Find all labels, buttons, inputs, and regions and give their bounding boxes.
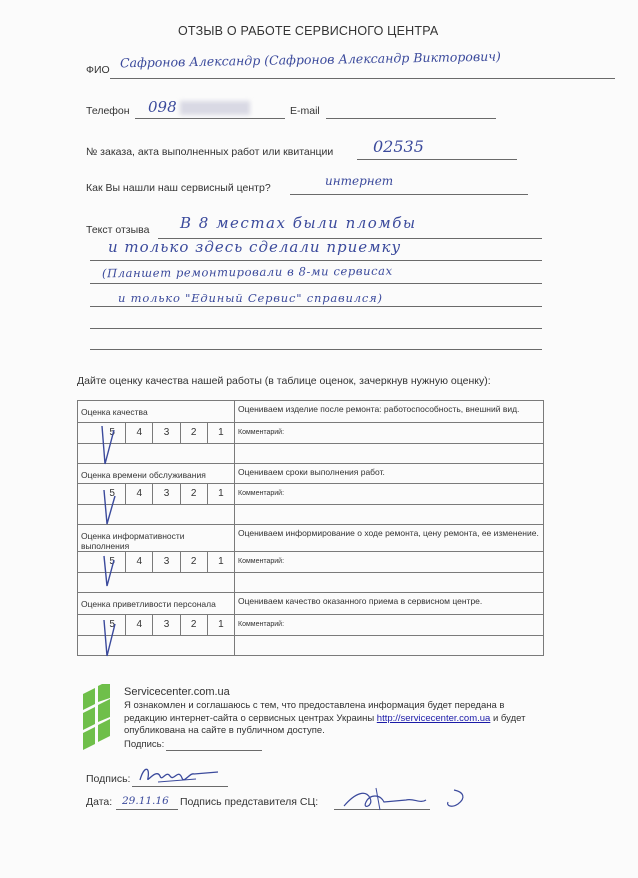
email-line bbox=[326, 118, 496, 119]
comment-field[interactable] bbox=[235, 444, 544, 464]
phone-line bbox=[135, 118, 285, 119]
rating-criterion-description: Оцениваем информирование о ходе ремонта, цену ремонта, ее изменение. bbox=[235, 525, 544, 552]
date-label: Дата: bbox=[86, 796, 113, 808]
order-label: № заказа, акта выполненных работ или квитанции bbox=[86, 146, 334, 158]
consent-text bbox=[124, 700, 534, 738]
found-label: Как Вы нашли наш сервисный центр? bbox=[86, 182, 271, 194]
form-title: ОТЗЫВ О РАБОТЕ СЕРВИСНОГО ЦЕНТРА bbox=[178, 24, 439, 38]
score-2[interactable]: 2 bbox=[181, 423, 208, 443]
comment-field[interactable] bbox=[235, 573, 544, 593]
rating-criterion: Оценка приветливости персонала bbox=[78, 593, 235, 615]
review-text-1: В 8 местах были пломбы bbox=[180, 214, 417, 232]
fio-line bbox=[110, 78, 615, 79]
score-4[interactable]: 4 bbox=[126, 484, 153, 504]
score-3[interactable]: 3 bbox=[153, 423, 180, 443]
score-2[interactable]: 2 bbox=[181, 552, 208, 572]
rating-row-scores bbox=[78, 484, 544, 505]
review-line-5 bbox=[90, 328, 542, 329]
rating-row-scores bbox=[78, 615, 544, 636]
rating-criterion-description: Оцениваем качество оказанного приема в сервисном центре. bbox=[235, 593, 544, 615]
comment-label: Комментарий: bbox=[235, 615, 544, 636]
review-line-3 bbox=[90, 283, 542, 284]
rating-row-scores bbox=[78, 423, 544, 444]
rating-row-blank bbox=[78, 636, 544, 656]
fio-value: Сафронов Александр (Сафронов Александр Викторович) bbox=[119, 48, 501, 71]
rating-criterion: Оценка информативности выполнения bbox=[78, 525, 235, 552]
rating-table bbox=[77, 400, 544, 656]
score-3[interactable]: 3 bbox=[153, 484, 180, 504]
score-1[interactable]: 1 bbox=[218, 556, 224, 567]
servicecenter-logo-icon bbox=[79, 684, 115, 754]
review-label: Текст отзыва bbox=[86, 224, 150, 236]
score-2[interactable]: 2 bbox=[181, 615, 208, 635]
rating-instruction: Дайте оценку качества нашей работы (в таблице оценок, зачеркнув нужную оценку): bbox=[77, 375, 491, 387]
review-text-2: и только здесь сделали приемку bbox=[108, 238, 402, 256]
score-4[interactable]: 4 bbox=[126, 615, 153, 635]
email-label: E-mail bbox=[290, 105, 320, 117]
consent-signature-line bbox=[166, 750, 262, 751]
score-1[interactable]: 1 bbox=[218, 619, 224, 630]
score-4[interactable]: 4 bbox=[126, 552, 153, 572]
rating-criterion-description: Оцениваем изделие после ремонта: работоспособность, внешний вид. bbox=[235, 401, 544, 423]
date-value: 29.11.16 bbox=[122, 795, 169, 807]
score-2[interactable]: 2 bbox=[181, 484, 208, 504]
comment-field[interactable] bbox=[235, 505, 544, 525]
review-text-3: (Планшет ремонтировали в 8-ми сервисах bbox=[101, 263, 393, 281]
consent-link[interactable]: http://servicecenter.com.ua bbox=[376, 712, 491, 724]
rating-row-blank bbox=[78, 505, 544, 525]
review-text-4: и только "Единый Сервис" справился) bbox=[118, 291, 383, 305]
score-5[interactable]: 5 bbox=[99, 552, 126, 572]
rep-signature-label: Подпись представителя СЦ: bbox=[180, 796, 319, 808]
rating-row-scores bbox=[78, 552, 544, 573]
review-line-2 bbox=[90, 260, 542, 261]
footer-signature-label: Подпись: bbox=[86, 773, 131, 785]
found-line bbox=[290, 194, 528, 195]
found-value: интернет bbox=[325, 174, 394, 188]
score-1[interactable]: 1 bbox=[218, 488, 224, 499]
score-3[interactable]: 3 bbox=[153, 552, 180, 572]
score-3[interactable]: 3 bbox=[153, 615, 180, 635]
rating-row-header bbox=[78, 401, 544, 423]
rating-row-blank bbox=[78, 573, 544, 593]
comment-label: Комментарий: bbox=[235, 484, 544, 505]
rating-row-blank bbox=[78, 444, 544, 464]
review-line-4 bbox=[90, 306, 542, 307]
rating-criterion: Оценка времени обслуживания bbox=[78, 464, 235, 484]
phone-redaction bbox=[180, 101, 250, 115]
score-5[interactable]: 5 bbox=[99, 484, 126, 504]
score-5[interactable]: 5 bbox=[99, 423, 126, 443]
score-1[interactable]: 1 bbox=[218, 427, 224, 438]
rating-row-header bbox=[78, 593, 544, 615]
order-line bbox=[357, 159, 517, 160]
review-line-6 bbox=[90, 349, 542, 350]
rating-strike-marks bbox=[90, 420, 130, 680]
comment-field[interactable] bbox=[235, 636, 544, 656]
consent-text-before: Я ознакомлен и соглашаюсь с тем, что предоставлена информация будет передана в редакцию интернет-сайта о сервисных центрах Украины bbox=[124, 700, 505, 724]
phone-label: Телефон bbox=[86, 105, 130, 117]
score-4[interactable]: 4 bbox=[126, 423, 153, 443]
customer-signature bbox=[136, 762, 226, 788]
rating-row-header bbox=[78, 464, 544, 484]
consent-text-after: и будет опубликована на сайте в публичном доступе. bbox=[124, 712, 526, 736]
score-5[interactable]: 5 bbox=[99, 615, 126, 635]
rep-signature bbox=[336, 784, 476, 814]
comment-label: Комментарий: bbox=[235, 552, 544, 573]
rating-criterion-description: Оцениваем сроки выполнения работ. bbox=[235, 464, 544, 484]
site-name: Servicecenter.com.ua bbox=[124, 686, 230, 698]
rating-criterion: Оценка качества bbox=[78, 401, 235, 423]
consent-signature-label: Подпись: bbox=[124, 739, 165, 750]
date-line bbox=[116, 809, 178, 810]
order-value: 02535 bbox=[373, 137, 424, 156]
fio-label: ФИО bbox=[86, 64, 110, 76]
rating-row-header bbox=[78, 525, 544, 552]
comment-label: Комментарий: bbox=[235, 423, 544, 444]
phone-value: 098 bbox=[148, 98, 177, 116]
